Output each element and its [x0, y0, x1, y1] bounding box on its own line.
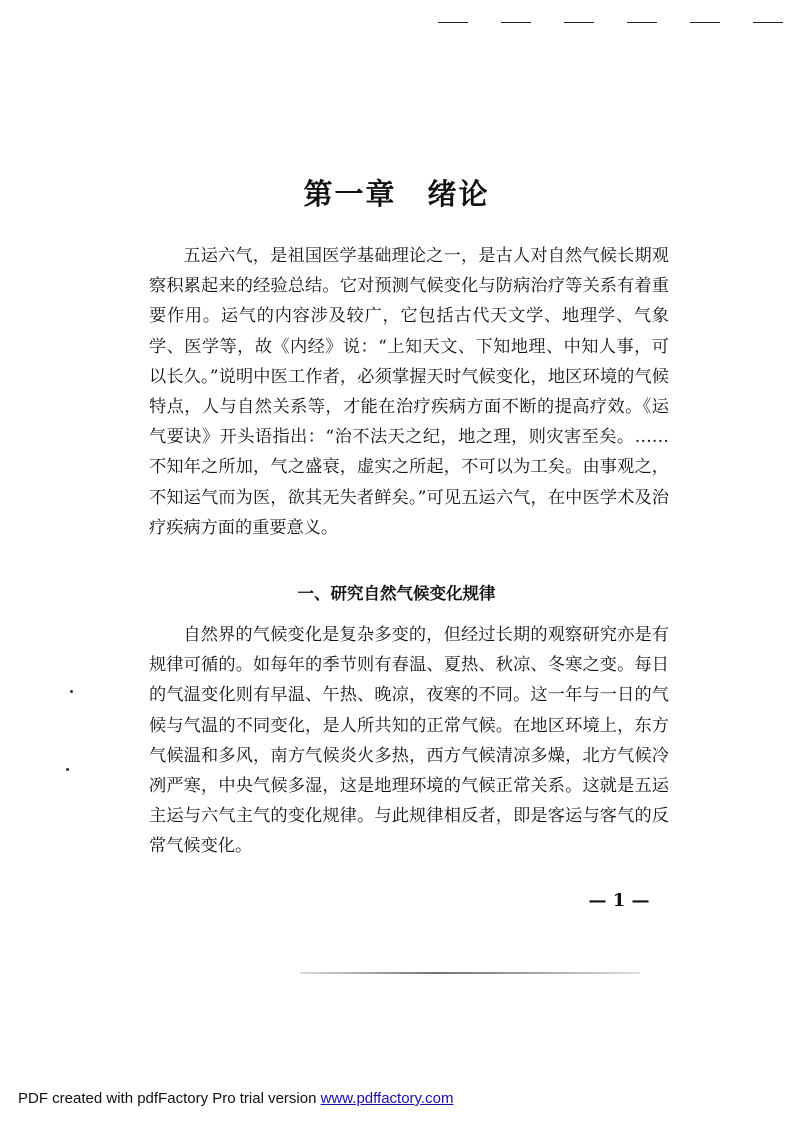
header-rule-dashes — [438, 22, 783, 24]
dash — [690, 22, 720, 23]
page-number: — 1 — — [588, 890, 650, 911]
section-paragraph: 自然界的气候变化是复杂多变的，但经过长期的观察研究亦是有规律可循的。如每年的季节则有春温、夏热、秋凉、冬寒之变。每日的气温变化则有早温、午热、晚凉，夜寒的不同。这一年与一日的气候与气温的不同变化，是人所共知的正常气候。在地区环境上，东方气候温和多风，南方气候炎火多热，西方气候清凉多燥，北方气候冷冽严寒，中央气候多湿，这是地理环境的气候正常关系。这就是五运主运与六气主气的变化规律。与此规律相反者，即是客运与客气的反常气候变化。 — [149, 625, 669, 857]
dash — [753, 22, 783, 23]
scan-speck — [70, 690, 73, 693]
dash — [438, 22, 468, 23]
footer-link[interactable]: www.pdffactory.com — [320, 1090, 454, 1107]
pdf-footer — [18, 1090, 453, 1107]
dash — [501, 22, 531, 23]
intro-paragraph: 五运六气，是祖国医学基础理论之一，是古人对自然气候长期观察积累起来的经验总结。它对预测气候变化与防病治疗等关系有着重要作用。运气的内容涉及较广，它包括古代天文学、地理学、气象学、医学等，故《内经》说：“上知天文、下知地理、中知人事，可以长久。”说明中医工作者，必须掌握天时气候变化，地区环境的气候特点，人与自然关系等，才能在治疗疾病方面不断的提高疗效。《运气要诀》开头语指出：“治不法天之纪，地之理，则灾害至矣。……不知年之所加，气之盛衰，虚实之所起，不可以为工矣。由事观之，不知运气而为医，欲其无失者鲜矣。”可见五运六气，在中医学术及治疗疾病方面的重要意义。 — [149, 246, 669, 538]
scan-speck — [66, 768, 69, 771]
section-heading: 一、研究自然气候变化规律 — [297, 584, 496, 603]
footer-text: PDF created with pdfFactory Pro trial version — [18, 1090, 321, 1107]
dash — [627, 22, 657, 23]
chapter-title: 第一章 绪论 — [303, 177, 490, 211]
scan-artifact-line — [300, 972, 640, 974]
dash — [564, 22, 594, 23]
